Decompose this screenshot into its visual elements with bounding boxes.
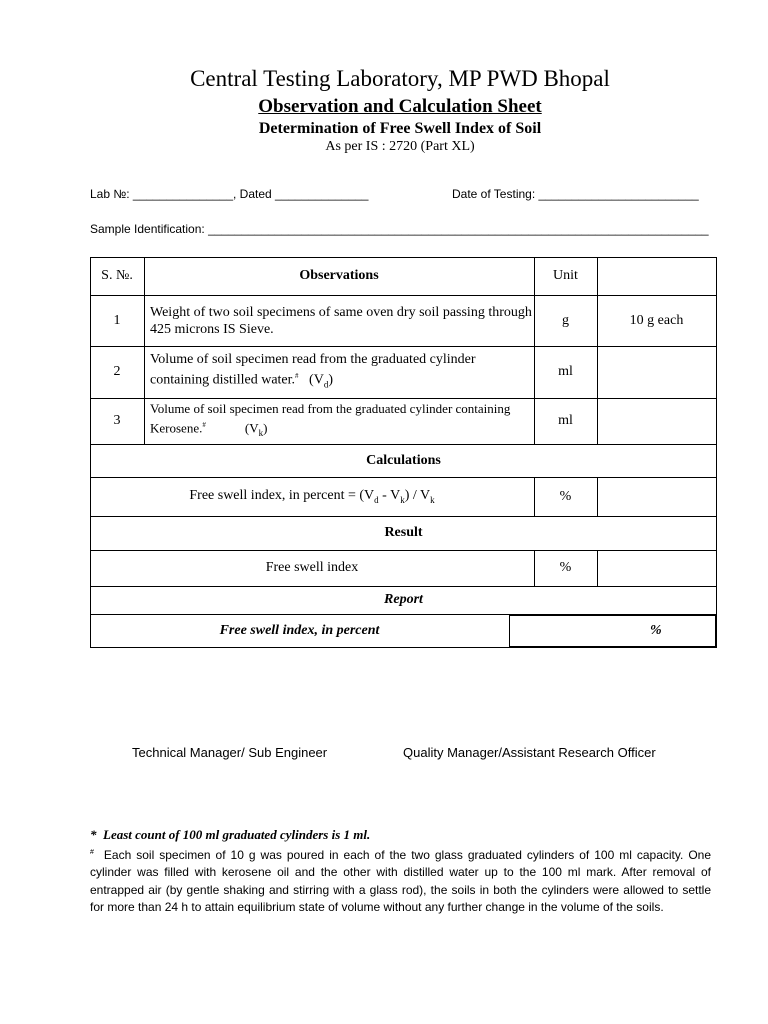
header-value — [597, 257, 716, 295]
row-2-unit: ml — [558, 364, 573, 379]
report-text: Free swell index, in percent — [219, 622, 380, 638]
row-3-sno: 3 — [113, 413, 121, 428]
row-3-unit: ml — [558, 413, 573, 428]
standard-reference: As per IS : 2720 (Part XL) — [325, 139, 475, 154]
report-unit: % — [650, 622, 662, 638]
calc-unit: % — [559, 488, 572, 504]
quality-manager-signature: Quality Manager/Assistant Research Officer — [403, 745, 656, 760]
technical-manager-signature: Technical Manager/ Sub Engineer — [132, 745, 328, 760]
sheet-title: Observation and Calculation Sheet — [258, 96, 542, 117]
row-1-value[interactable]: 10 g each — [629, 312, 684, 328]
result-heading: Result — [384, 525, 423, 540]
lab-number-field[interactable]: Lab №: _______________, Dated ______________ — [90, 187, 369, 201]
date-of-testing-field[interactable]: Date of Testing: ________________________ — [452, 187, 699, 201]
row-1-sno: 1 — [113, 312, 121, 328]
row-1-unit: g — [562, 312, 569, 328]
footnote-procedure: # Each soil specimen of 10 g was poured in each of the two glass graduated cylinders of 100 ml capacity. One cylinder was filled with kerosene oil and the other with distilled water up to the 100 ml mark. After removal of entrapped air (by gentle shaking and stirring with a glass rod), the soils in both the cylinders were allowed to settle for more than 24 h to attain equilibrium state of volume without any further change in the volume of the soils. — [90, 847, 712, 914]
report-heading: Report — [384, 592, 423, 607]
lab-title: Central Testing Laboratory, MP PWD Bhopal — [190, 66, 610, 91]
row-1-observation: Weight of two soil specimens of same oven dry soil passing through 425 microns IS Sieve. — [150, 304, 532, 337]
row-3-observation: Volume of soil specimen read from the graduated cylinder containing Kerosene.# $(V_k)$ — [150, 401, 511, 438]
calculations-heading: Calculations — [366, 452, 441, 468]
row-2-value[interactable] — [597, 346, 716, 398]
row-2-observation: Volume of soil specimen read from the graduated cylinder containing distilled water.# $(V_d)$ — [150, 351, 476, 390]
sample-identification-field[interactable]: Sample Identification: ___________________________________________________________________________ — [90, 222, 709, 236]
header-observations: Observations — [299, 268, 379, 283]
footnote-least-count: * Least count of 100 ml graduated cylinders is 1 ml. — [90, 827, 371, 842]
result-unit: % — [559, 560, 572, 575]
row-2-sno: 2 — [113, 364, 121, 379]
header-sno: S. №. — [101, 268, 133, 283]
calc-value[interactable] — [597, 477, 716, 516]
calc-formula: Free swell index, in percent = $(V_d - V_k) / V_k$ — [189, 488, 435, 505]
result-value[interactable] — [597, 550, 716, 586]
result-text: Free swell index — [265, 560, 359, 575]
footnotes — [90, 826, 711, 917]
header-unit: Unit — [553, 268, 578, 283]
row-3-value[interactable] — [597, 398, 716, 444]
test-name: Determination of Free Swell Index of Soil — [258, 120, 542, 137]
